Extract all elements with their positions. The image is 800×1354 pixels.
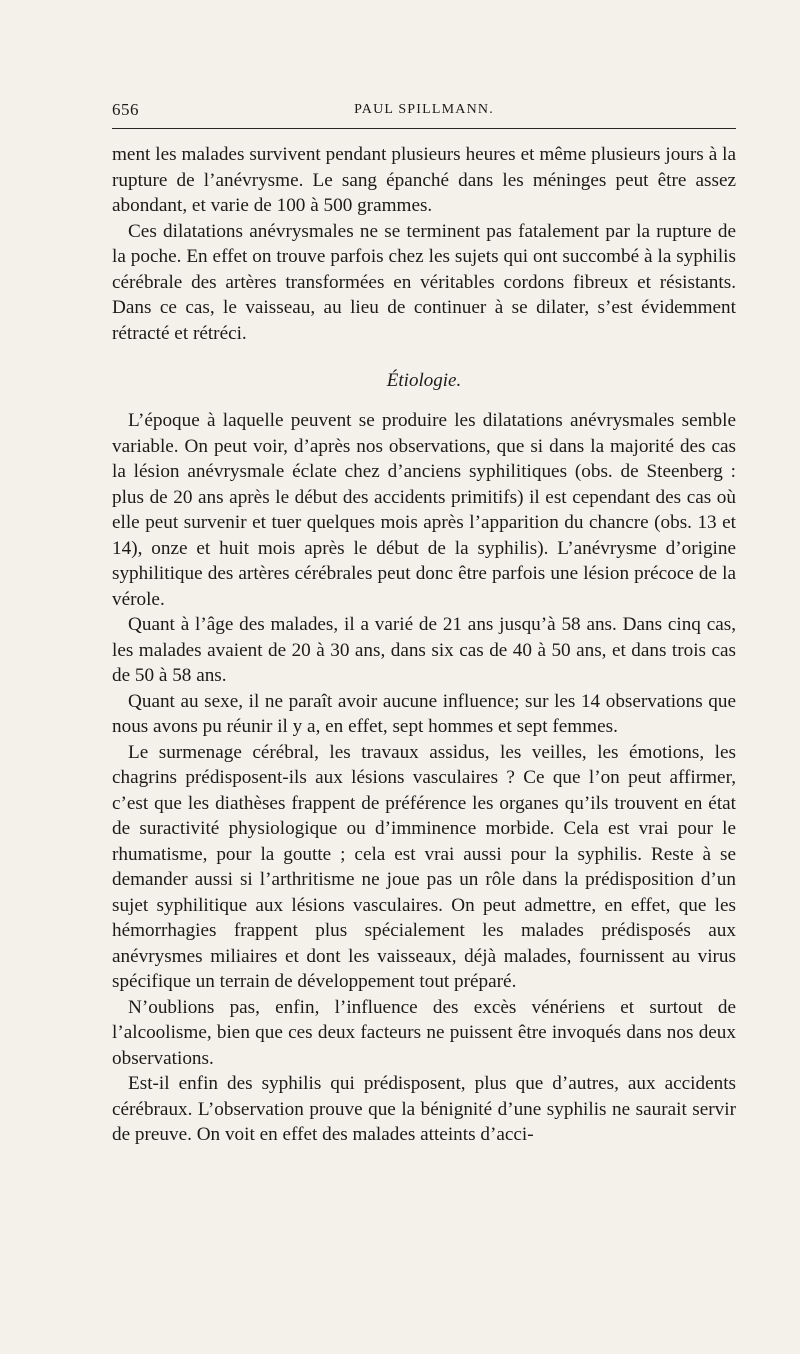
page-header [112, 100, 736, 124]
paragraph: ment les malades survivent pendant plusieurs heures et même plusieurs jours à la rupture de l’anévrysme. Le sang épanché dans les méninges peut être assez abondant, et varie de 100 à 500 grammes. [112, 144, 736, 216]
page-number: 656 [112, 100, 139, 119]
header-rule [112, 128, 736, 129]
body-text [112, 142, 736, 1148]
paragraph: N’oublions pas, enfin, l’influence des excès vénériens et surtout de l’alcoolisme, bien que ces deux facteurs ne puissent être invoqués dans nos deux observations. [112, 996, 736, 1069]
running-head: PAUL SPILLMANN. [354, 102, 494, 117]
paragraph: L’époque à laquelle peuvent se produire les dilatations anévrysmales semble variable. On peut voir, d’après nos observations, que si dans la majorité des cas la lésion anévrysmale éclate chez d’anciens syphilitiques (obs. de Steenberg : plus de 20 ans après le début des accidents primitifs) il est cependant des cas où elle peut survenir et tuer quelques mois après l’apparition du chancre (obs. 13 et 14), onze et huit mois après le début de la syphilis). L’anévrysme d’origine syphilitique des artères cérébrales peut donc être parfois une lésion précoce de la vérole. [112, 410, 736, 610]
paragraph: Est-il enfin des syphilis qui prédisposent, plus que d’autres, aux accidents cérébraux. L’observation prouve que la bénignité d’une syphilis ne saurait servir de preuve. On voit en effet des malades atteints d’acci- [112, 1073, 736, 1145]
paragraph: Ces dilatations anévrysmales ne se terminent pas fatalement par la rupture de la poche. En effet on trouve parfois chez les sujets qui ont succombé à la syphilis cérébrale des artères transformées en véritables cordons fibreux et résistants. Dans ce cas, le vaisseau, au lieu de continuer à se dilater, s’est évidemment rétracté et rétréci. [112, 220, 736, 344]
paragraph: Quant au sexe, il ne paraît avoir aucune influence; sur les 14 observations que nous avons pu réunir il y a, en effet, sept hommes et sept femmes. [112, 690, 736, 737]
paragraph: Le surmenage cérébral, les travaux assidus, les veilles, les émotions, les chagrins prédisposent-ils aux lésions vasculaires ? Ce que l’on peut affirmer, c’est que les diathèses frappent de préférence les organes qu’ils trouvent en état de suractivité physiologique ou d’imminence morbide. Cela est vrai pour le rhumatisme, pour la goutte ; cela est vrai aussi pour la syphilis. Reste à se demander aussi si l’arthritisme ne joue pas un rôle dans la prédisposition d’un sujet syphilitique aux lésions vasculaires. On peut admettre, en effet, que les hémorrhagies frappent plus spécialement les malades prédisposés aux anévrysmes miliaires et dont les vaisseaux, déjà malades, fournissent au virus spécifique un terrain de développement tout préparé. [112, 741, 736, 992]
paragraph: Quant à l’âge des malades, il a varié de 21 ans jusqu’à 58 ans. Dans cinq cas, les malades avaient de 20 à 30 ans, dans six cas de 40 à 50 ans, et dans trois cas de 50 à 58 ans. [112, 614, 736, 686]
section-heading: Étiologie. [386, 370, 462, 391]
